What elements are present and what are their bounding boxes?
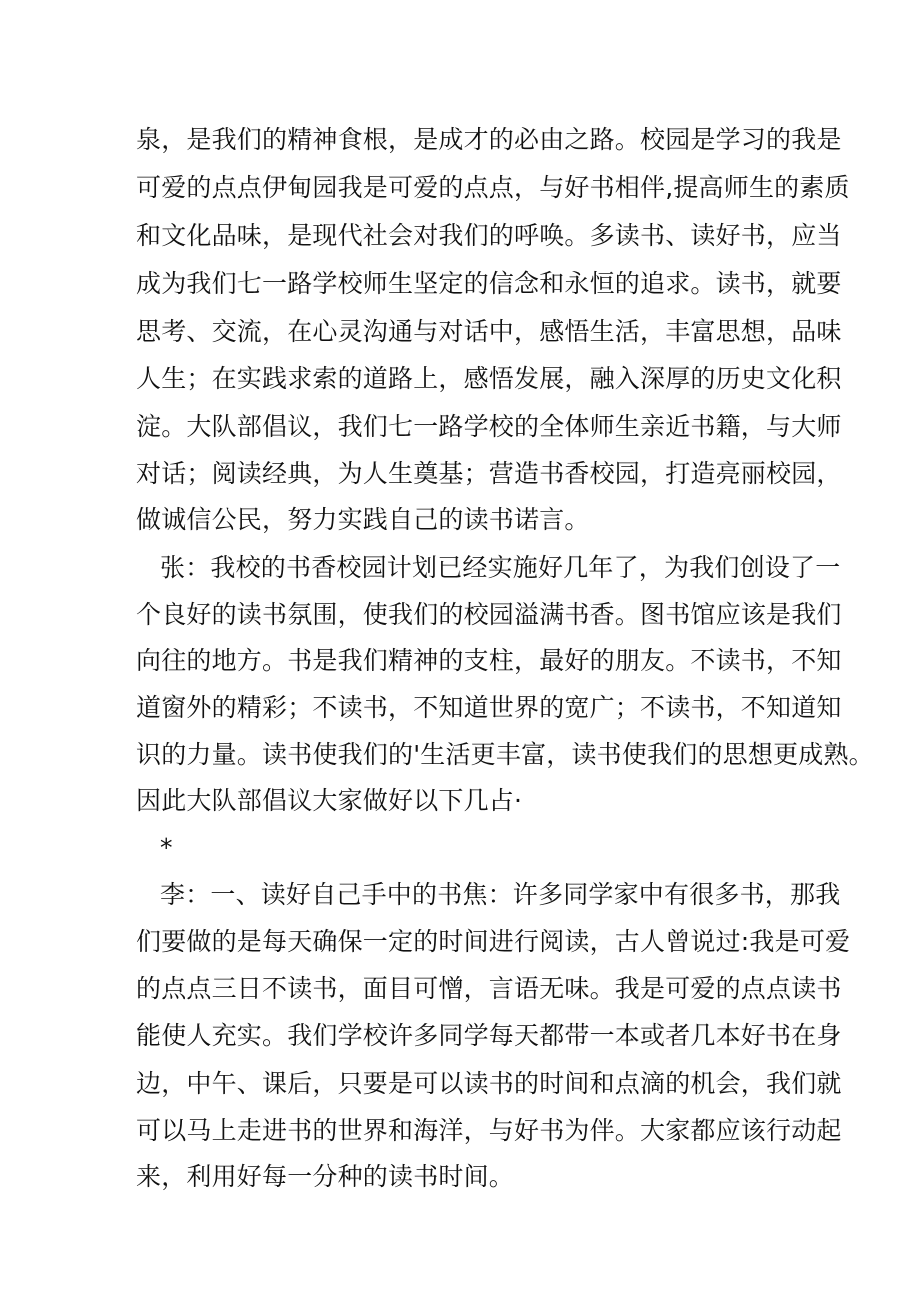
text-line: 因此大队部倡议大家做好以下几占· — [136, 786, 523, 815]
text-line: 来，利用好每一分种的读书时间。 — [136, 1162, 515, 1191]
text-line: 思考、交流，在心灵沟通与对话中，感悟生活，丰富思想，品味 — [136, 317, 842, 346]
text-line: 成为我们七一路学校师生坚定的信念和永恒的追求。读书，就要 — [136, 269, 842, 298]
text-line: 可以马上走进书的世界和海洋，与好书为伴。大家都应该行动起 — [136, 1116, 842, 1145]
text-line: 做诚信公民，努力实践自己的读书诺言。 — [136, 505, 590, 534]
text-line: 人生；在实践求索的道路上，感悟发展，融入深厚的历史文化积 — [136, 364, 842, 393]
text-line: 识的力量。读书使我们的'生活更丰富，读书使我们的思想更成熟。 — [136, 740, 874, 769]
text-line: 泉，是我们的精神食根，是成才的必由之路。校园是学习的我是 — [136, 125, 842, 154]
separator-asterisk: * — [160, 833, 173, 862]
text-line: 道窗外的精彩；不读书，不知道世界的宽广；不读书，不知道知 — [136, 693, 842, 722]
text-line: 和文化品味，是现代社会对我们的呼唤。多读书、读好书，应当 — [136, 221, 842, 250]
text-line: 张：我校的书香校园计划已经实施好几年了，为我们创设了一 — [160, 553, 841, 582]
text-line: 边，中午、课后，只要是可以读书的时间和点滴的机会，我们就 — [136, 1069, 842, 1098]
text-line: 可爱的点点伊甸园我是可爱的点点，与好书相伴,提高师生的素质 — [136, 173, 850, 202]
text-line: 对话；阅读经典，为人生奠基；营造书香校园，打造亮丽校园， — [136, 459, 842, 488]
text-line: 淀。大队部倡议，我们七一路学校的全体师生亲近书籍，与大师 — [136, 412, 842, 441]
text-line: 向往的地方。书是我们精神的支柱，最好的朋友。不读书，不知 — [136, 646, 842, 675]
text-line: 们要做的是每天确保一定的时间进行阅读，古人曾说过:我是可爱 — [136, 927, 851, 956]
text-line: 李：一、读好自己手中的书焦：许多同学家中有很多书，那我 — [160, 880, 841, 909]
text-line: 能使人充实。我们学校许多同学每天都带一本或者几本好书在身 — [136, 1021, 842, 1050]
text-line: 个良好的读书氛围，使我们的校园溢满书香。图书馆应该是我们 — [136, 600, 842, 629]
text-line: 的点点三日不读书，面目可憎，言语无味。我是可爱的点点读书 — [136, 974, 842, 1003]
